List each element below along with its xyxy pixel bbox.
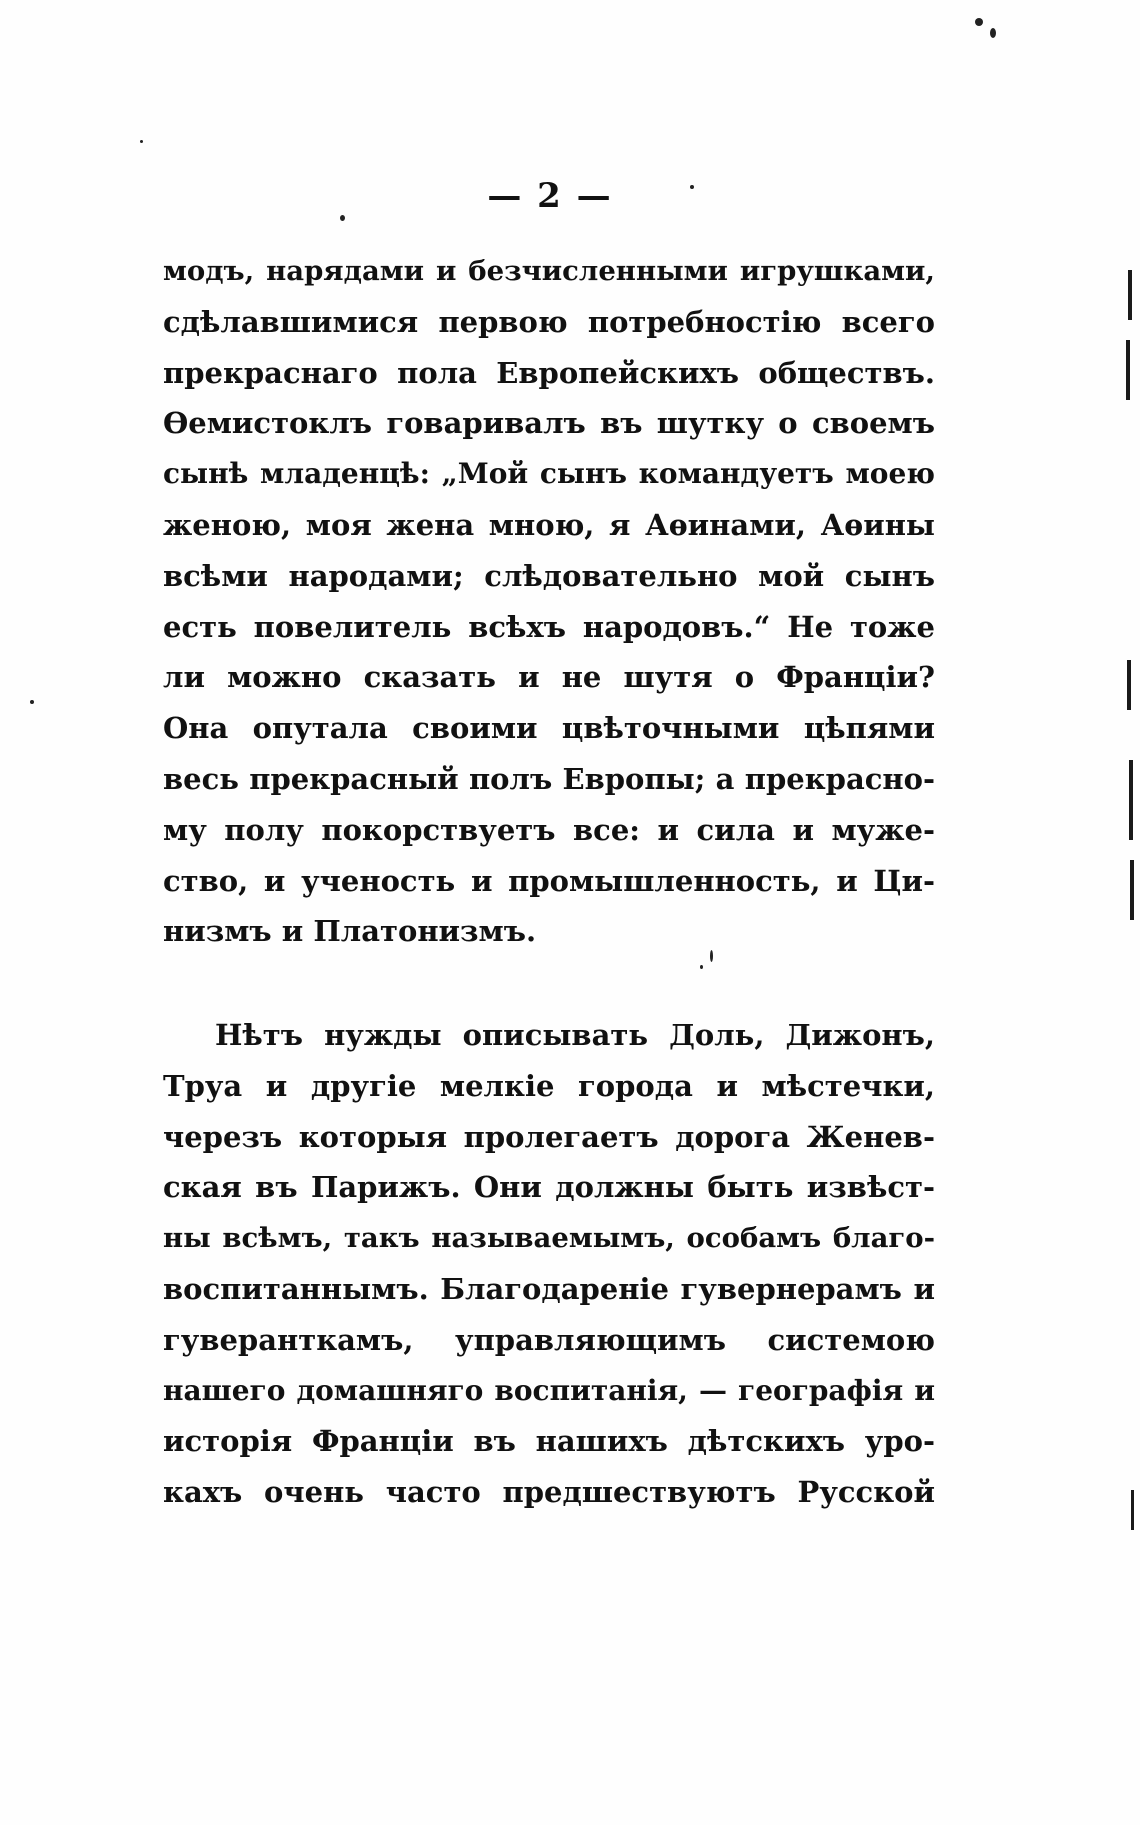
text-line: ская въ Парижъ. Они должны быть извѣст- (163, 1170, 935, 1205)
text-line: Нѣтъ нужды описывать Доль, Дижонъ, (215, 1018, 935, 1052)
text-line: гуверанткамъ, управляющимъ системою (163, 1322, 935, 1357)
scan-speck (990, 28, 996, 38)
text-line: есть повелитель всѣхъ народовъ.“ Не тоже (163, 609, 935, 644)
paragraph-1 (163, 246, 935, 957)
text-line: кахъ очень часто предшествуютъ Русской (163, 1475, 935, 1510)
text-line: женою, моя жена мною, я Аѳинами, Аѳины (163, 507, 935, 542)
text-line: нашего домашняго воспитанія, — географія и (163, 1373, 935, 1407)
text-line: ство, и ученость и промышленность, и Ци- (163, 863, 935, 898)
scan-speck (710, 950, 713, 962)
scan-edge-mark (1129, 760, 1133, 840)
text-line: прекраснаго пола Европейскихъ обществъ. (163, 355, 935, 390)
scan-speck (690, 185, 694, 189)
scan-speck (140, 140, 143, 143)
text-line: всѣми народами; слѣдовательно мой сынъ (163, 558, 935, 593)
text-line: сынѣ младенцѣ: „Мой сынъ командуетъ моею (163, 457, 935, 491)
text-line: весь прекрасный полъ Европы; а прекрасно- (163, 761, 935, 796)
text-line: воспитаннымъ. Благодареніе гувернерамъ и (163, 1271, 935, 1306)
scan-speck (340, 215, 345, 221)
text-line: низмъ и Платонизмъ. (163, 914, 537, 949)
text-line: сдѣлавшимися первою потребностію всего (163, 304, 935, 339)
text-line: Ѳемистоклъ говаривалъ въ шутку о своемъ (163, 406, 935, 441)
scan-edge-mark (1128, 270, 1132, 320)
scan-speck (30, 700, 34, 704)
paragraph-2 (163, 1010, 935, 1518)
scan-speck (975, 18, 983, 26)
text-line: черезъ которыя пролегаетъ дорога Женев- (163, 1119, 935, 1154)
text-line: Она опутала своими цвѣточными цѣпями (163, 711, 935, 746)
scan-speck (700, 965, 703, 969)
page-number: — 2 — (487, 176, 613, 216)
scan-edge-mark (1127, 660, 1131, 710)
text-line: Труа и другіе мелкіе города и мѣстечки, (163, 1068, 935, 1103)
scan-edge-mark (1131, 1490, 1134, 1530)
text-line: модъ, нарядами и безчисленными игрушками, (163, 255, 935, 287)
text-line: ли можно сказать и не шутя о Франціи? (163, 660, 935, 695)
text-line: исторія Франціи въ нашихъ дѣтскихъ уро- (163, 1424, 935, 1459)
scan-edge-mark (1130, 860, 1134, 920)
text-line: ны всѣмъ, такъ называемымъ, особамъ благо- (163, 1222, 935, 1255)
text-line: му полу покорствуетъ все: и сила и муже- (163, 812, 935, 847)
scan-edge-mark (1126, 340, 1130, 400)
